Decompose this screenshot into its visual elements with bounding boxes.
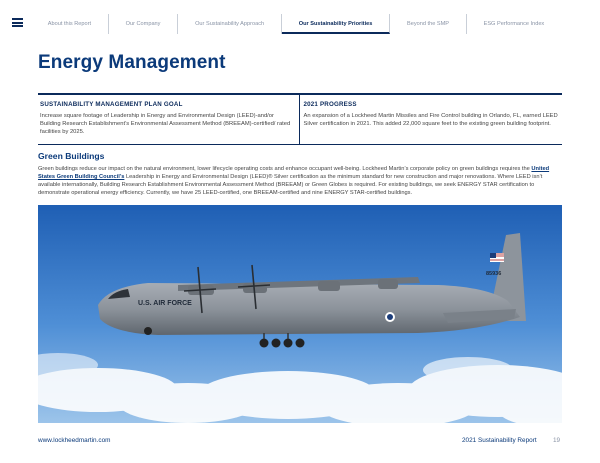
c130-aircraft-illustration bbox=[38, 205, 562, 423]
tab-about-this-report[interactable]: About this Report bbox=[31, 14, 109, 34]
tab-sustainability-priorities[interactable]: Our Sustainability Priorities bbox=[282, 14, 390, 34]
paragraph-text-start: Green buildings reduce our impact on the natural environment, lower lifecycle operating costs and enhance occupant well-being. Lockheed Martin’s corporate policy on green buildings requires the bbox=[38, 166, 532, 172]
tab-sustainability-approach[interactable]: Our Sustainability Approach bbox=[178, 14, 282, 34]
progress-text: An expansion of a Lockheed Martin Missiles and Fire Control building in Orlando, FL, earned LEED Silver certification in 2021. This added 22,000 square feet to the existing green building footprint. bbox=[303, 113, 558, 127]
top-navigation bbox=[0, 0, 600, 44]
aircraft-photo bbox=[38, 205, 562, 423]
progress-column bbox=[299, 95, 563, 144]
tail-number: 85936 bbox=[486, 271, 502, 277]
footer-website-link[interactable]: www.lockheedmartin.com bbox=[38, 437, 111, 444]
tab-beyond-the-smp[interactable]: Beyond the SMP bbox=[390, 14, 467, 34]
menu-icon[interactable] bbox=[12, 18, 23, 27]
footer-report-title: 2021 Sustainability Report bbox=[462, 437, 537, 444]
green-buildings-heading: Green Buildings bbox=[38, 151, 105, 161]
goal-column bbox=[38, 95, 299, 144]
smp-goal-table bbox=[38, 93, 562, 145]
goal-header: SUSTAINABILITY MANAGEMENT PLAN GOAL bbox=[40, 101, 183, 108]
section-tabs bbox=[31, 14, 561, 34]
green-buildings-paragraph bbox=[38, 165, 562, 197]
goal-text: Increase square footage of Leadership in Energy and Environmental Design (LEED)-and/or Building Research Establishment’s Environmental Assessment Method (BREEAM)-certified/ rated facilities by 2025. bbox=[40, 113, 291, 135]
page-title: Energy Management bbox=[38, 52, 226, 73]
tab-our-company[interactable]: Our Company bbox=[109, 14, 178, 34]
paragraph-text-end: Leadership in Energy and Environmental Design (LEED)® Silver certification as the minimum standard for new construction and major renovations. Where LEED isn’t available internationally, Building Research Establishment Environmental Assessment Method (BREEAM) or Green Globes is required. For existing buildings, we seek ENERGY STAR certification to demonstrate operational energy efficiency. Currently, we have 25 LEED-certified, one BREEAM-certified and nine ENERGY STAR-certified buildings. bbox=[38, 174, 543, 196]
tab-esg-performance-index[interactable]: ESG Performance Index bbox=[483, 21, 545, 27]
page-number: 19 bbox=[553, 437, 561, 444]
usgbc-link[interactable]: United States Green Building Council’s bbox=[38, 166, 550, 180]
fuselage-lettering: U.S. AIR FORCE bbox=[138, 300, 192, 307]
progress-header: 2021 PROGRESS bbox=[303, 101, 357, 108]
